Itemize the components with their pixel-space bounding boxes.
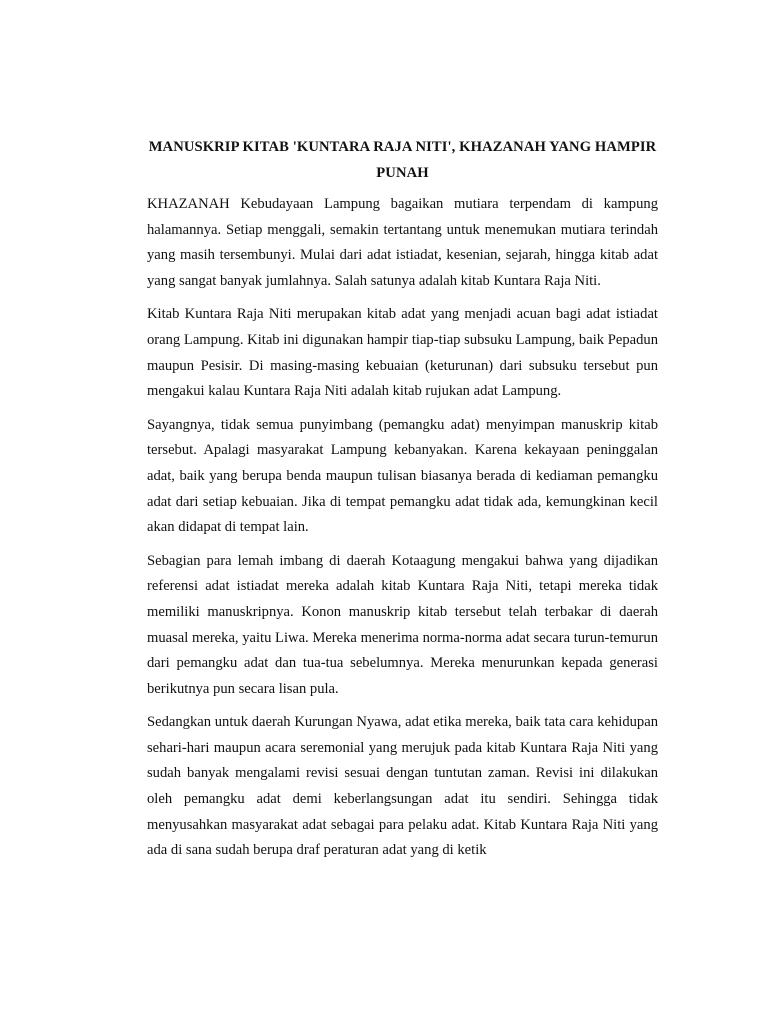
paragraph-5: Sedangkan untuk daerah Kurungan Nyawa, adat etika mereka, baik tata cara kehidupan sehari-hari maupun acara seremonial yang merujuk pada kitab Kuntara Raja Niti yang sudah banyak mengalami revisi sesuai dengan tuntutan zaman. Revisi ini dilakukan oleh pemangku adat demi keberlangsungan adat itu sendiri. Sehingga tidak menyusahkan masyarakat adat sebagai para pelaku adat. Kitab Kuntara Raja Niti yang ada di sana sudah berupa draf peraturan adat yang di ketik <box>147 714 658 859</box>
paragraph-4: Sebagian para lemah imbang di daerah Kotaagung mengakui bahwa yang dijadikan referensi adat istiadat mereka adalah kitab Kuntara Raja Niti, tetapi mereka tidak memiliki manuskripnya. Konon manuskrip kitab tersebut telah terbakar di daerah muasal mereka, yaitu Liwa. Mereka menerima norma-norma adat secara turun-temurun dari pemangku adat dan tua-tua sebelumnya. Mereka menurunkan kepada generasi berikutnya pun secara lisan pula. <box>147 552 658 697</box>
document-body <box>147 134 658 872</box>
paragraph-2: Kitab Kuntara Raja Niti merupakan kitab adat yang menjadi acuan bagi adat istiadat orang Lampung. Kitab ini digunakan hampir tiap-tiap subsuku Lampung, baik Pepadun maupun Pesisir. Di masing-masing kebuaian (keturunan) dari subsuku tersebut pun mengakui kalau Kuntara Raja Niti adalah kitab rujukan adat Lampung. <box>147 306 658 400</box>
document-title: MANUSKRIP KITAB 'KUNTARA RAJA NITI', KHAZANAH YANG HAMPIR PUNAH <box>148 139 657 181</box>
paragraph-3: Sayangnya, tidak semua punyimbang (pemangku adat) menyimpan manuskrip kitab tersebut. Apalagi masyarakat Lampung kebanyakan. Karena kekayaan peninggalan adat, baik yang berupa benda maupun tulisan biasanya berada di kediaman pemangku adat dari setiap kebuaian. Jika di tempat pemangku adat tidak ada, kemungkinan kecil akan didapat di tempat lain. <box>147 416 658 536</box>
paragraph-1: KHAZANAH Kebudayaan Lampung bagaikan mutiara terpendam di kampung halamannya. Setiap menggali, semakin tertantang untuk menemukan mutiara terindah yang masih tersembunyi. Mulai dari adat istiadat, kesenian, sejarah, hingga kitab adat yang sangat banyak jumlahnya. Salah satunya adalah kitab Kuntara Raja Niti. <box>147 196 658 289</box>
